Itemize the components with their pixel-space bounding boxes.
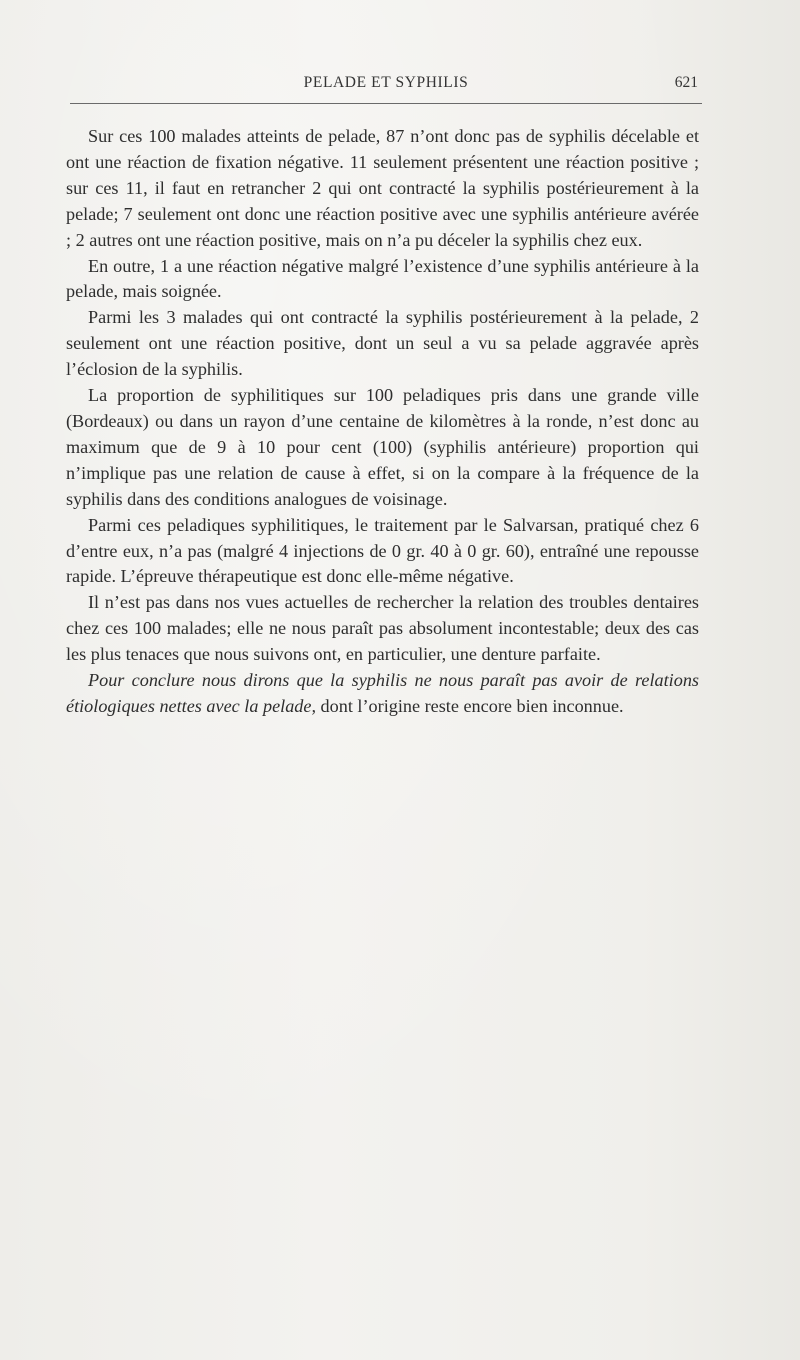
paragraph-2: En outre, 1 a une réaction négative malgré l’existence d’une syphilis antérieure à la pelade, mais soignée. — [66, 255, 699, 302]
conclusion-roman: dont l’origine reste encore bien inconnue. — [316, 695, 624, 716]
body-text — [66, 124, 699, 720]
conclusion-italic: Pour conclure nous dirons que la syphilis ne nous paraît pas avoir de relations étiologiques nettes avec la pelade, — [66, 670, 699, 716]
paragraph-6: Il n’est pas dans nos vues actuelles de rechercher la relation des troubles dentaires chez ces 100 malades; elle ne nous paraît pas absolument incontestable; deux des cas les plus tenaces que nous suivons ont, en particulier, une denture parfaite. — [66, 592, 699, 665]
header-rule — [70, 103, 702, 104]
paragraph-3: Parmi les 3 malades qui ont contracté la syphilis postérieurement à la pelade, 2 seulement ont une réaction positive, dont un seul a vu sa pelade aggravée après l’éclosion de la syphilis. — [66, 307, 699, 380]
running-head-title: PELADE ET SYPHILIS — [303, 74, 469, 91]
conclusion-paragraph — [66, 668, 699, 720]
paragraph-4: La proportion de syphilitiques sur 100 peladiques pris dans une grande ville (Bordeaux) ou dans un rayon d’une centaine de kilomètres à la ronde, n’est donc au maximum que de 9 à 10 pour cent (100) (syphilis antérieure) proportion qui n’implique pas une relation de cause à effet, si on la compare à la fréquence de la syphilis dans des conditions analogues de voisinage. — [66, 385, 699, 509]
paragraph-5: Parmi ces peladiques syphilitiques, le traitement par le Salvarsan, pratiqué chez 6 d’entre eux, n’a pas (malgré 4 injections de 0 gr. 40 à 0 gr. 60), entraîné une repousse rapide. L’épreuve thérapeutique est donc elle-même négative. — [66, 514, 699, 587]
paragraph-1: Sur ces 100 malades atteints de pelade, 87 n’ont donc pas de syphilis décelable et ont une réaction de fixation négative. 11 seulement présentent une réaction positive ; sur ces 11, il faut en retrancher 2 qui ont contracté la syphilis postérieurement à la pelade; 7 seulement ont donc une réaction positive avec une syphilis antérieure avérée ; 2 autres ont une réaction positive, mais on n’a pu déceler la syphilis chez eux. — [66, 126, 699, 250]
running-head — [70, 74, 702, 98]
page-number: 621 — [674, 74, 698, 91]
